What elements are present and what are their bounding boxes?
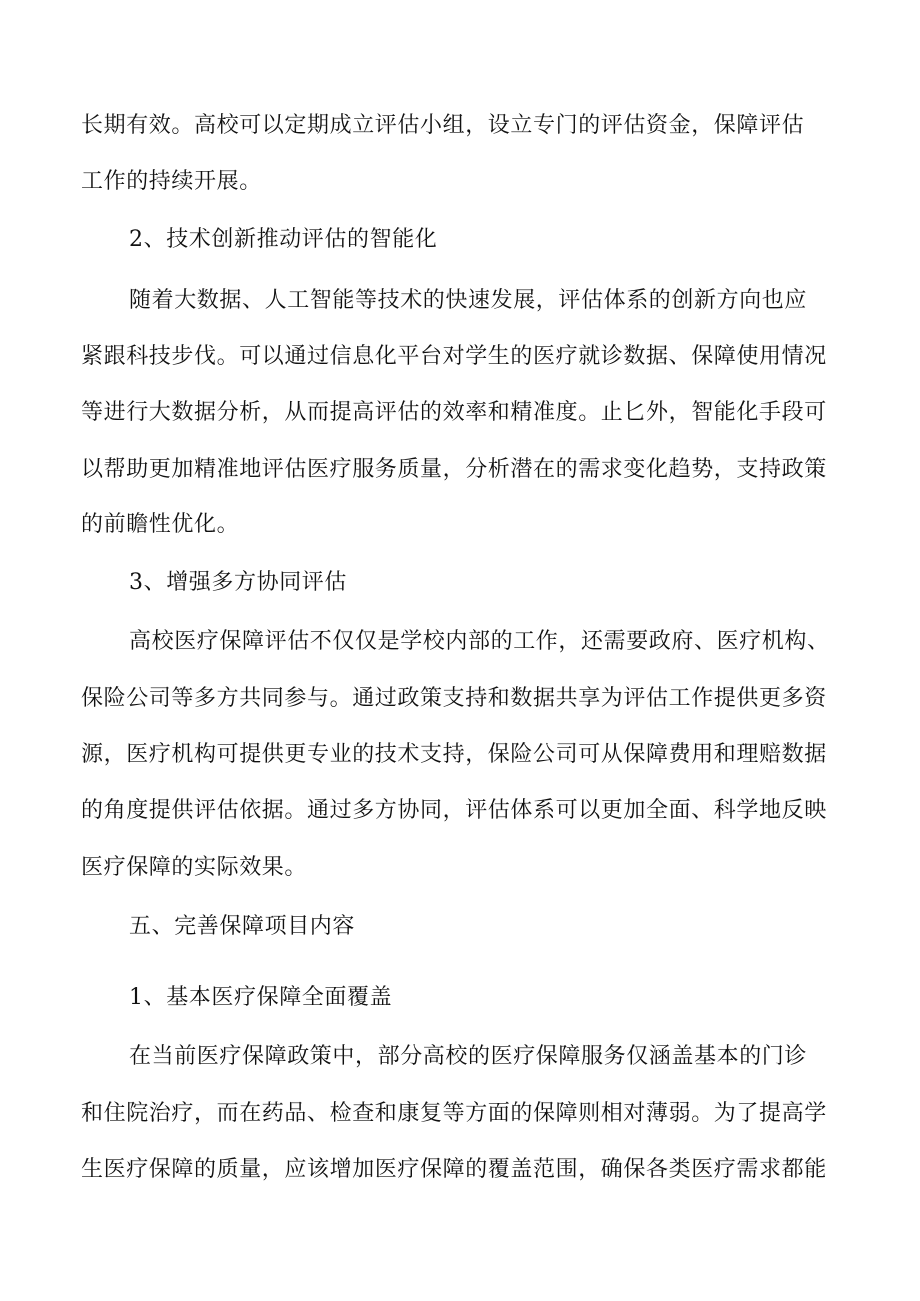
subheading: 2、技术创新推动评估的智能化: [129, 227, 438, 252]
paragraph-line: 医疗保障的实际效果。: [81, 855, 308, 880]
paragraph-line: 的前瞻性优化。: [81, 512, 240, 537]
paragraph-line: 工作的持续开展。: [81, 169, 262, 194]
paragraph-line: 随着大数据、人工智能等技术的快速发展，评估体系的创新方向也应: [129, 288, 808, 313]
paragraph-line: 以帮助更加精准地评估医疗服务质量，分析潜在的需求变化趋势，支持政策: [81, 457, 827, 482]
paragraph-line: 生医疗保障的质量，应该增加医疗保障的覆盖范围，确保各类医疗需求都能: [81, 1157, 827, 1182]
paragraph-line: 高校医疗保障评估不仅仅是学校内部的工作，还需要政府、医疗机构、: [129, 629, 830, 654]
paragraph-line: 的角度提供评估依据。通过多方协同，评估体系可以更加全面、科学地反映: [81, 798, 827, 823]
paragraph-line: 长期有效。高校可以定期成立评估小组，设立专门的评估资金，保障评估: [81, 113, 805, 138]
paragraph-line: 在当前医疗保障政策中，部分高校的医疗保障服务仅涵盖基本的门诊: [129, 1044, 808, 1069]
subheading: 3、增强多方协同评估: [129, 570, 347, 595]
paragraph-line: 紧跟科技步伐。可以通过信息化平台对学生的医疗就诊数据、保障使用情况: [81, 344, 827, 369]
paragraph-line: 等进行大数据分析，从而提高评估的效率和精准度。止匕外，智能化手段可: [81, 400, 827, 425]
paragraph-line: 源，医疗机构可提供更专业的技术支持，保险公司可从保障费用和理赔数据: [81, 742, 827, 767]
subheading: 1、基本医疗保障全面覆盖: [129, 985, 393, 1010]
paragraph-line: 保险公司等多方共同参与。通过政策支持和数据共享为评估工作提供更多资: [81, 686, 827, 711]
paragraph-line: 和住院治疗，而在药品、检查和康复等方面的保障则相对薄弱。为了提高学: [81, 1101, 827, 1126]
section-heading: 五、完善保障项目内容: [129, 914, 356, 939]
